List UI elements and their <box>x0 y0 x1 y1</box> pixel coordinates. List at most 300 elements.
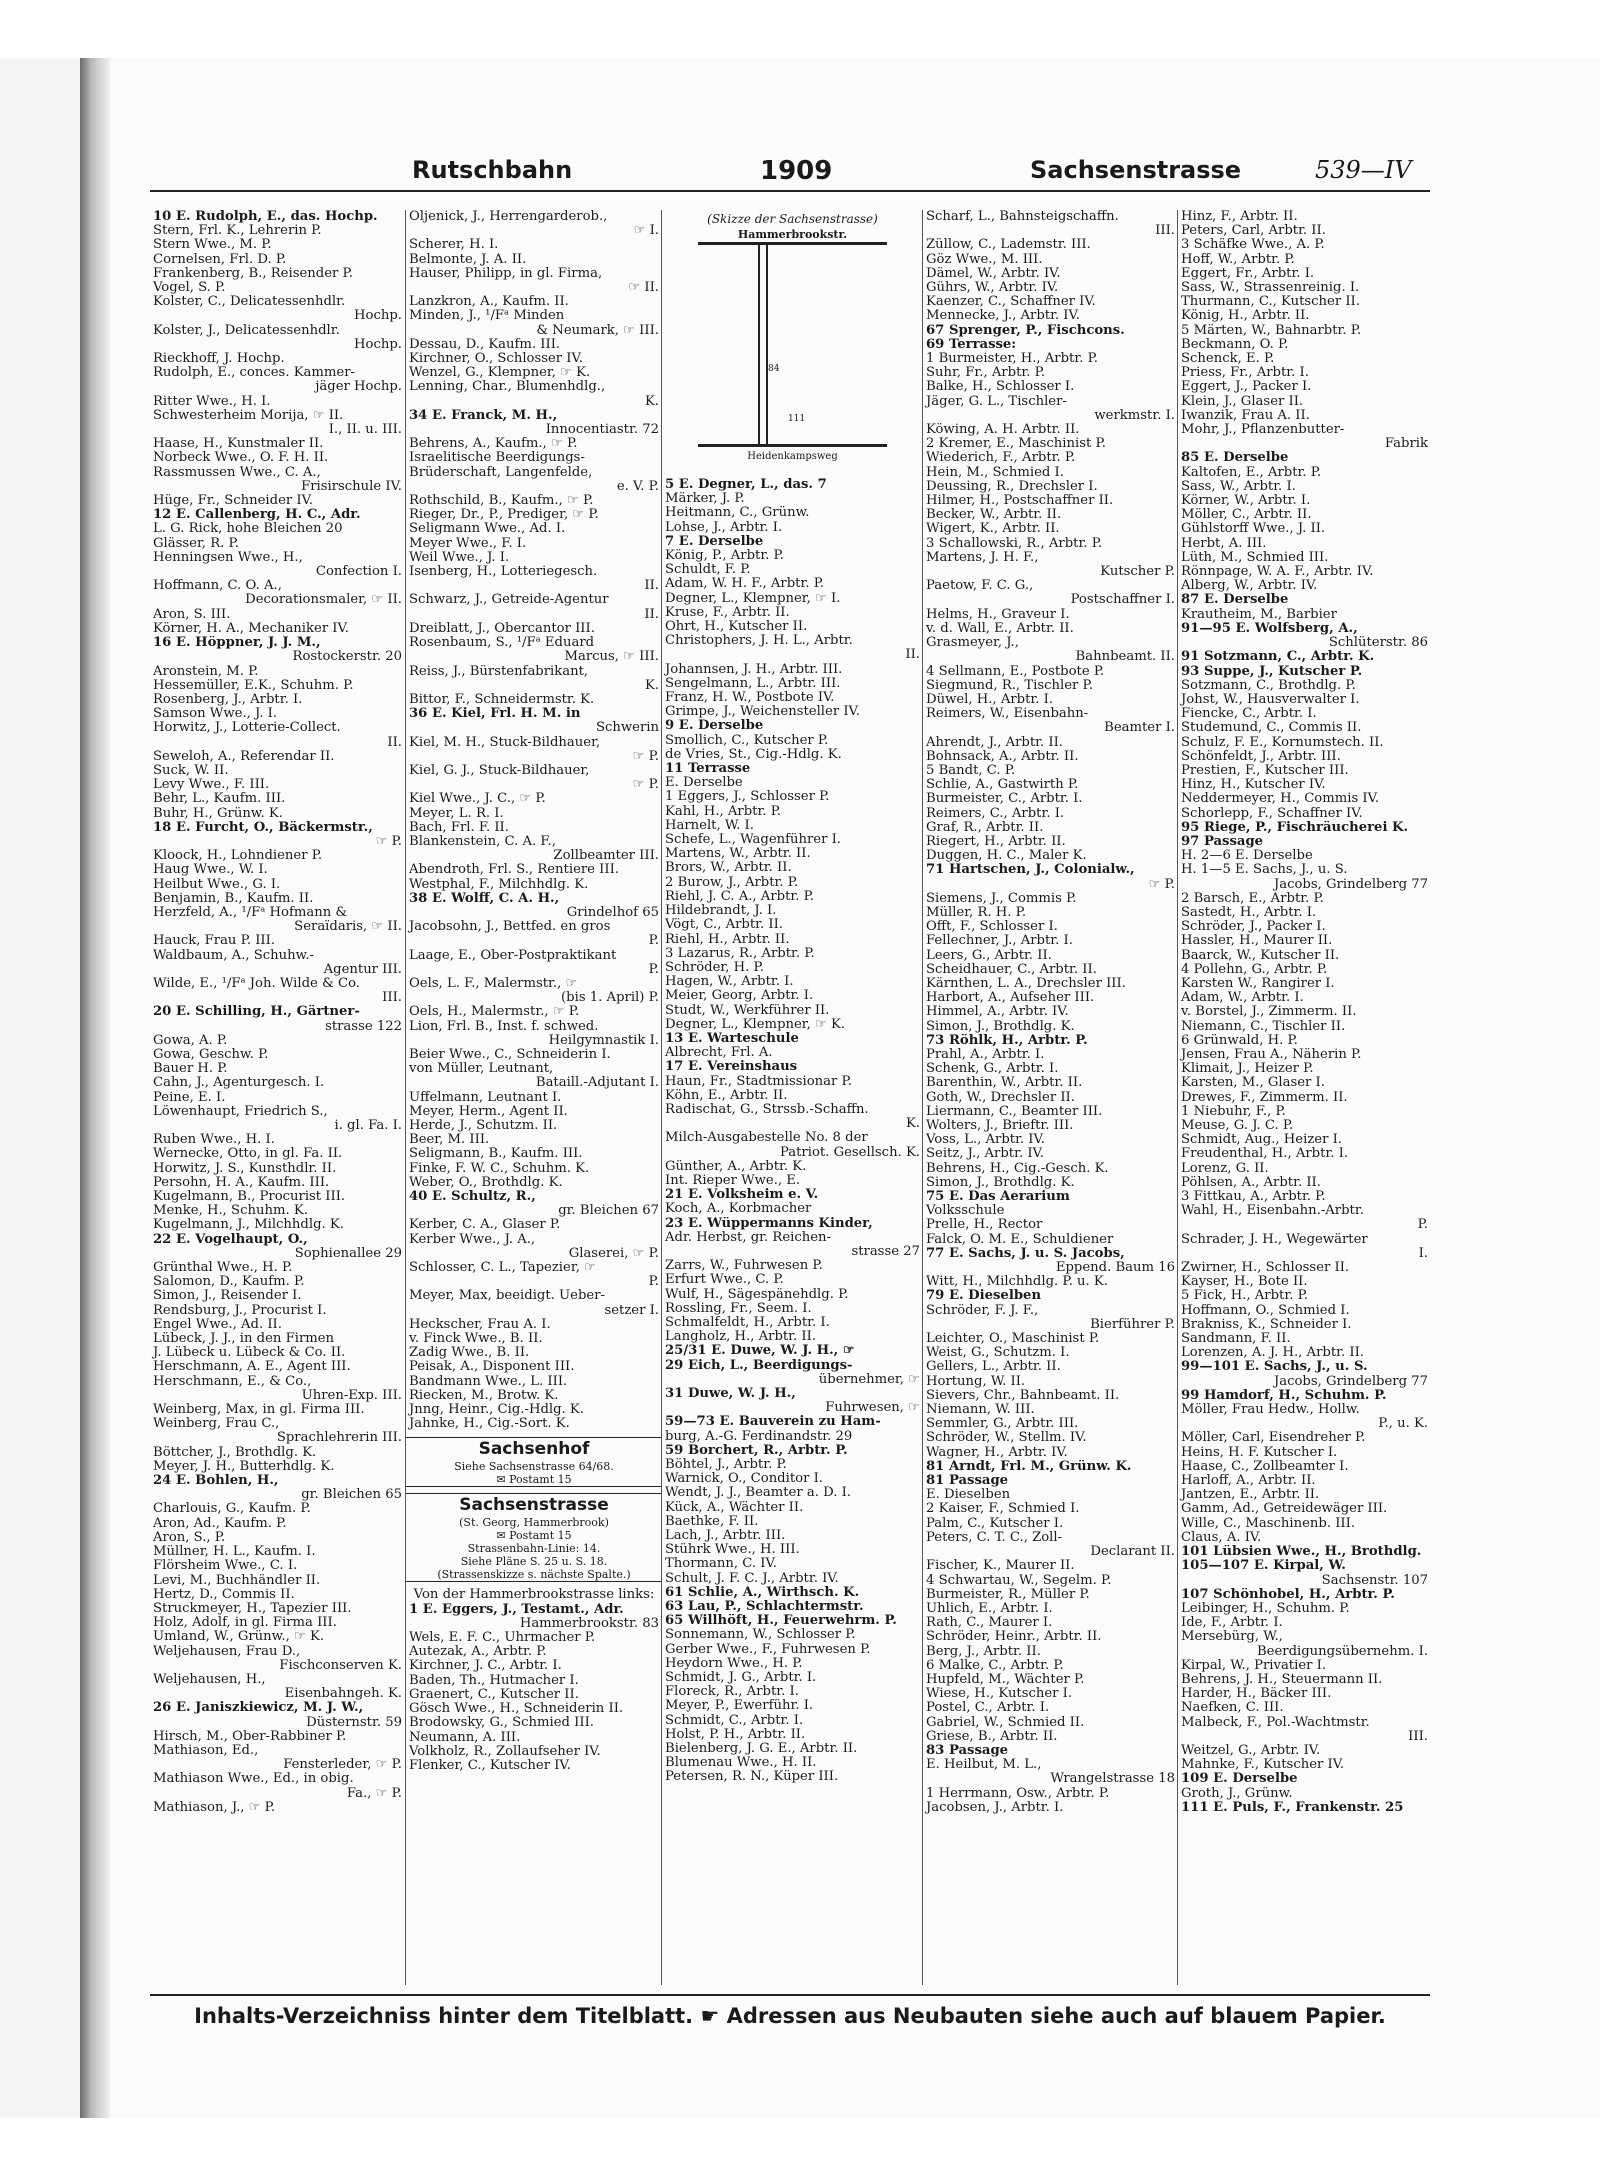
sachsenhof-ref: Siehe Sachsenstrasse 64/68. <box>454 1460 614 1474</box>
entry-line: II. <box>644 579 659 594</box>
entry-line: 59—73 E. Bauverein zu Ham- <box>665 1415 881 1430</box>
entry-line: Bielenberg, J. G. E., Arbtr. II. <box>665 1742 858 1757</box>
entry-line: Sophienallee 29 <box>294 1246 402 1261</box>
entry-line: Seweloh, A., Referendar II. <box>153 749 335 764</box>
entry-line: Isenberg, H., Lotteriegesch. <box>409 565 598 580</box>
entry-line: Düsternstr. 59 <box>306 1715 402 1730</box>
entry-line: Beckmann, O. P. <box>1181 337 1289 352</box>
entry-line: Lorenzen, A. J. H., Arbtr. II. <box>1181 1346 1364 1361</box>
entry-line: Scherer, H. I. <box>409 238 499 253</box>
sachsenstrasse-sketch-ref: (Strassenskizze s. nächste Spalte.) <box>437 1568 631 1582</box>
entry-line: Herbt, A. III. <box>1181 536 1267 551</box>
entry-line: Eggert, Fr., Arbtr. I. <box>1181 266 1315 281</box>
entry-line: Hagen, W., Arbtr. I. <box>665 975 794 990</box>
entry-line: Behrens, A., Kaufm., ☞ P. <box>409 437 578 452</box>
entry-line: Jacobs, Grindelberg 77 <box>1273 1374 1428 1389</box>
entry-line: von Müller, Leutnant, <box>409 1062 554 1077</box>
entry-line: Holz, Adolf, in gl. Firma III. <box>153 1616 337 1631</box>
entry-line: Autezak, A., Arbtr. P. <box>409 1645 547 1660</box>
entry-line: Seraïdaris, ☞ II. <box>294 920 402 935</box>
entry-line: Fensterleder, ☞ P. <box>283 1758 402 1773</box>
entry-line: Aron, S. III. <box>153 607 231 622</box>
entry-line: Leers, G., Arbtr. II. <box>926 948 1052 963</box>
entry-line: Horwitz, J., Lotterie-Collect. <box>153 721 341 736</box>
entry-line: Wagner, H., Arbtr. IV. <box>926 1445 1068 1460</box>
entry-line: Rudolph, E., conces. Kammer- <box>153 366 355 381</box>
entry-line: jäger Hochp. <box>315 380 402 395</box>
entry-line: Wernecke, Otto, in gl. Fa. II. <box>153 1147 343 1162</box>
entry-line: Kiel, G. J., Stuck-Bildhauer, <box>409 763 590 778</box>
entry-line: Balke, H., Schlosser I. <box>926 380 1075 395</box>
entry-line: Gamm, Ad., Getreidewäger III. <box>1181 1502 1388 1517</box>
entry-line: Gühlstorff Wwe., J. II. <box>1181 522 1326 537</box>
entry-line: Floreck, R., Arbtr. I. <box>665 1685 799 1700</box>
entry-line: Sievers, Chr., Bahnbeamt. II. <box>926 1388 1120 1403</box>
entry-line: Israelitische Beerdigungs- <box>409 451 585 466</box>
entry-line: Koch, A., Korbmacher <box>665 1202 812 1217</box>
entry-line: Schröder, J., Packer I. <box>1181 920 1326 935</box>
entry-line: Stührk Wwe., H. III. <box>665 1543 800 1558</box>
entry-line: Zadig Wwe., B. II. <box>409 1346 530 1361</box>
entry-line: Jahnke, H., Cig.-Sort. K. <box>409 1417 570 1432</box>
entry-line: Seligmann Wwe., Ad. I. <box>409 522 566 537</box>
entry-line: 5 E. Degner, L., das. 7 <box>665 478 827 492</box>
entry-line: 75 E. Das Aerarium <box>926 1190 1070 1205</box>
entry-line: ☞ P. <box>632 778 659 793</box>
entry-line: Burmeister, R., Müller P. <box>926 1587 1090 1602</box>
column-5 <box>1177 210 1431 1985</box>
entry-line: Weljehausen, H., <box>153 1672 266 1687</box>
entry-line: Franz, H. W., Postbote IV. <box>665 691 835 706</box>
entry-line: Kugelmann, J., Milchhdlg. K. <box>153 1218 344 1233</box>
entry-line: Meyer, P., Ewerführ. I. <box>665 1699 814 1714</box>
entry-line: Wahl, H., Eisenbahn.-Arbtr. <box>1181 1204 1364 1219</box>
entry-line: Kirpal, W., Privatier I. <box>1181 1658 1327 1673</box>
entry-line: Meyer, J. H., Butterhdlg. K. <box>153 1459 335 1474</box>
entry-line: Riehl, H., Arbtr. II. <box>665 932 790 947</box>
entry-line: Peters, Carl, Arbtr. II. <box>1181 224 1326 239</box>
entry-line: Körner, H. A., Mechaniker IV. <box>153 621 349 636</box>
entry-line: 1 Eggers, J., Schlosser P. <box>665 790 830 805</box>
entry-line: 85 E. Derselbe <box>1181 451 1289 466</box>
entry-line: Schmidt, C., Arbtr. I. <box>665 1713 804 1728</box>
entry-line: Grasmeyer, J., <box>926 636 1019 651</box>
entry-line: Baden, Th., Hutmacher I. <box>409 1673 579 1688</box>
entry-line: Möller, Frau Hedw., Hollw. <box>1181 1403 1360 1418</box>
entry-line: Behr, L., Kaufm. III. <box>153 792 286 807</box>
left-page-edge <box>0 58 83 2118</box>
entry-line: Bierführer P. <box>1090 1317 1175 1332</box>
entry-line: Buhr, H., Grünw. K. <box>153 806 283 821</box>
entry-line: Grünthal Wwe., H. P. <box>153 1261 293 1276</box>
entry-line: Simon, J., Reisender I. <box>153 1289 302 1304</box>
entry-line: ☞ P. <box>632 749 659 764</box>
header-year: 1909 <box>760 156 833 186</box>
entry-line: 7 E. Derselbe <box>665 534 764 549</box>
entry-line: Scheidhauer, C., Arbtr. II. <box>926 962 1097 977</box>
entry-line: I. <box>1418 1246 1428 1261</box>
entry-line: werkmstr. I. <box>1094 408 1175 423</box>
entry-line: Kück, A., Wächter II. <box>665 1500 804 1515</box>
entry-line: K. <box>644 678 659 693</box>
entry-line: burg, A.-G. Ferdinandstr. 29 <box>665 1429 853 1444</box>
entry-line: Schwerin <box>595 721 659 736</box>
entry-line: v. Borstel, J., Zimmerm. II. <box>1181 1005 1357 1020</box>
entry-line: Hoff, W., Arbtr. P. <box>1181 252 1295 267</box>
top-margin <box>0 0 1600 58</box>
entry-line: H. 2—6 E. Derselbe <box>1181 849 1313 864</box>
entry-line: 38 E. Wolff, C. A. H., <box>409 891 560 906</box>
sketch-top-line <box>698 242 887 245</box>
entry-line: 105—107 E. Kirpal, W. <box>1181 1559 1346 1574</box>
entry-line: 59 Borchert, R., Arbtr. P. <box>665 1443 848 1458</box>
entry-line: E. Derselbe <box>665 776 743 791</box>
entry-line: 71 Hartschen, J., Colonialw., <box>926 863 1135 878</box>
entry-line: Harnelt, W. I. <box>665 818 754 833</box>
entry-line: Engel Wwe., Ad. II. <box>153 1317 282 1332</box>
entry-line: Suhr, Fr., Arbtr. P. <box>926 366 1046 381</box>
entry-line: Neddermeyer, H., Commis IV. <box>1181 792 1380 807</box>
entry-line: Reimers, W., Eisenbahn- <box>926 707 1089 722</box>
entry-line: Behrens, J. H., Steuermann II. <box>1181 1672 1383 1687</box>
entry-line: Reiss, J., Bürstenfabrikant, <box>409 664 589 679</box>
entry-line: Priess, Fr., Arbtr. I. <box>1181 366 1309 381</box>
entry-line: 31 Duwe, W. J. H., <box>665 1387 796 1401</box>
entry-line: 83 Passage <box>926 1743 1009 1758</box>
entry-line: Bataill.-Adjutant I. <box>535 1076 659 1091</box>
entry-line: 99—101 E. Sachs, J., u. S. <box>1181 1360 1368 1375</box>
entry-line: Fischconserven K. <box>279 1658 402 1673</box>
entry-line: 111 E. Puls, F., Frankenstr. 25 <box>1181 1800 1404 1815</box>
entry-line: Harder, H., Bäcker III. <box>1181 1687 1332 1702</box>
entry-line: Milch-Ausgabestelle No. 8 der <box>665 1131 868 1146</box>
entry-line: Seitz, J., Arbtr. IV. <box>926 1147 1044 1162</box>
entry-line: Abendroth, Frl. S., Rentiere III. <box>409 863 619 878</box>
entry-line: Heckscher, Frau A. I. <box>409 1317 551 1332</box>
entry-line: Mathiason, J., ☞ P. <box>153 1800 276 1815</box>
entry-line: 40 E. Schultz, R., <box>409 1190 536 1205</box>
entry-line: Hessemüller, E.K., Schuhm. P. <box>153 678 354 693</box>
entry-line: Siegmund, R., Tischler P. <box>926 678 1093 693</box>
entry-line: Gellers, L., Arbtr. II. <box>926 1360 1061 1375</box>
entry-line: Hammerbrookstr. 83 <box>519 1616 659 1631</box>
entry-line: 101 Lübsien Wwe., H., Brothdlg. <box>1181 1545 1422 1560</box>
entry-line: Neumann, A. III. <box>409 1730 521 1745</box>
entry-line: Johannsen, J. H., Arbtr. III. <box>665 662 843 677</box>
entry-line: Sass, W., Arbtr. I. <box>1181 479 1296 494</box>
entry-line: gr. Bleichen 67 <box>558 1204 659 1219</box>
entry-line: E. Heilbut, M. L., <box>926 1758 1042 1773</box>
entry-line: Christophers, J. H. L., Arbtr. <box>665 634 853 649</box>
entry-line: 91—95 E. Wolfsberg, A., <box>1181 621 1358 636</box>
entry-line: Degner, L., Klempner, ☞ I. <box>665 591 841 606</box>
entry-line: III. <box>382 991 402 1006</box>
entry-line: Heins, H. F. Kutscher I. <box>1181 1445 1338 1460</box>
entry-line: Vogel, S. P. <box>153 281 226 296</box>
entry-line: Behrens, H., Cig.-Gesch. K. <box>926 1161 1109 1176</box>
entry-line: Jäger, G. L., Tischler- <box>926 394 1067 409</box>
entry-line: 23 E. Wüppermanns Kinder, <box>665 1216 873 1231</box>
entry-line: Johst, W., Hausverwalter I. <box>1181 692 1360 707</box>
entry-line: Karsten, M., Glaser I. <box>1181 1076 1325 1091</box>
entry-line: 91 Sotzmann, C., Arbtr. K. <box>1181 650 1375 665</box>
entry-line: Wolters, J., Brieftr. III. <box>926 1119 1074 1133</box>
entry-line: Hauser, Philipp, in gl. Firma, <box>409 266 603 281</box>
entry-line: Günther, A., Arbtr. K. <box>665 1159 807 1174</box>
entry-line: Pöhlsen, A., Arbtr. II. <box>1181 1175 1321 1190</box>
entry-line: 16 E. Höppner, J. J. M., <box>153 636 321 651</box>
entry-line: Riecken, M., Brotw. K. <box>409 1388 559 1403</box>
entry-line: Fabrik <box>1384 437 1428 452</box>
entry-line: Hortung, W. II. <box>926 1374 1026 1389</box>
entry-line: Niemann, W. III. <box>926 1403 1035 1418</box>
entry-line: Kirchner, O., Schlosser IV. <box>409 352 583 367</box>
entry-line: 3 Schäfke Wwe., A. P. <box>1181 238 1325 253</box>
entry-line: Uffelmann, Leutnant I. <box>409 1090 562 1105</box>
entry-line: Sachsenstr. 107 <box>1321 1573 1428 1588</box>
entry-line: Prahl, A., Arbtr. I. <box>926 1047 1045 1062</box>
entry-line: 3 Fittkau, A., Arbtr. P. <box>1181 1190 1326 1205</box>
entry-line: II. <box>644 607 659 622</box>
entry-line: Lenning, Char., Blumenhdlg., <box>409 380 606 395</box>
entry-line: Haase, C., Zollbeamter I. <box>1181 1459 1349 1474</box>
sachsenstrasse-tram: Strassenbahn-Linie: 14. <box>467 1542 601 1556</box>
entry-line: Kutscher P. <box>1100 565 1175 580</box>
entry-line: 20 E. Schilling, H., Gärtner- <box>153 1005 360 1020</box>
entry-line: 4 Schwartau, W., Segelm. P. <box>926 1573 1112 1588</box>
directory-columns <box>150 210 1430 1985</box>
entry-line: 3 Schallowski, R., Arbtr. P. <box>926 536 1103 551</box>
sachsenhof-box <box>406 1437 662 1487</box>
entry-line: Simon, J., Brothdlg. K. <box>926 1175 1075 1190</box>
entry-line: 12 E. Callenberg, H. C., Adr. <box>153 508 361 523</box>
entry-line: 24 E. Bohlen, H., <box>153 1474 279 1489</box>
entry-line: Mersebürg, W., <box>1181 1630 1283 1645</box>
entry-line: Ahrendt, J., Arbtr. II. <box>926 735 1063 750</box>
entry-line: König, H., Arbtr. II. <box>1181 309 1310 324</box>
entry-line: 4 Pollehn, G., Arbtr. P. <box>1181 962 1328 977</box>
sketch-number-111: 111 <box>788 414 806 424</box>
entry-line: Bohnsack, A., Arbtr. II. <box>926 749 1079 764</box>
entry-line: Warnick, O., Conditor I. <box>665 1472 823 1487</box>
entry-line: Wille, C., Maschinenb. III. <box>1181 1516 1356 1531</box>
entry-line: 13 E. Warteschule <box>665 1031 799 1046</box>
entry-line: 6 Malke, C., Arbtr. P. <box>926 1658 1064 1673</box>
entry-line: Hirsch, M., Ober-Rabbiner P. <box>153 1729 347 1744</box>
entry-line: 79 E. Dieselben <box>926 1289 1042 1304</box>
entry-line: Uhren-Exp. III. <box>301 1388 402 1403</box>
entry-line: Mathiason, Ed., <box>153 1743 259 1758</box>
entry-line: Thormann, C. IV. <box>665 1557 777 1572</box>
entry-line: Rossling, Fr., Seem. I. <box>665 1301 812 1316</box>
entry-line: Weist, G., Schutzm. I. <box>926 1346 1070 1361</box>
sachsenhof-postamt: ✉ Postamt 15 <box>496 1473 572 1487</box>
entry-line: Reimers, C., Arbtr. I. <box>926 806 1065 821</box>
entry-line: Lübeck, J. J., in den Firmen <box>153 1332 335 1347</box>
entry-line: Innocentiastr. 72 <box>545 423 659 438</box>
entry-line: Marcus, ☞ III. <box>564 650 659 665</box>
entry-line: Hauck, Frau P. III. <box>153 934 276 949</box>
entry-line: 81 Passage <box>926 1474 1009 1489</box>
entry-line: Scharf, L., Bahnsteigschaffn. <box>926 210 1119 224</box>
entry-line: Kaltofen, E., Arbtr. P. <box>1181 465 1322 480</box>
entry-line: Klein, J., Glaser II. <box>1181 394 1304 409</box>
entry-line: Böhtel, J., Arbtr. P. <box>665 1458 787 1473</box>
entry-line: Adam, W. H. F., Arbtr. P. <box>665 577 825 592</box>
entry-line: 63 Lau, P., Schlachtermstr. <box>665 1600 864 1615</box>
entry-line: Riegert, H., Arbtr. II. <box>926 834 1066 849</box>
entry-line: ☞ P. <box>375 834 402 849</box>
entry-line: Minden, J., ¹/Fᵃ Minden <box>409 309 565 324</box>
entry-line: Schlosser, C. L., Tapezier, ☞ <box>409 1261 596 1276</box>
entry-line: Falck, O. M. E., Schuldiener <box>926 1232 1114 1247</box>
entry-line: Bauer H. P. <box>153 1062 228 1077</box>
entry-line: Herzfeld, A., ¹/Fᵃ Hofmann & <box>153 905 348 920</box>
entry-line: Glaserei, ☞ P. <box>568 1246 659 1261</box>
entry-line: Flörsheim Wwe., C. I. <box>153 1559 298 1574</box>
entry-line: Lorenz, G. II. <box>1181 1161 1269 1176</box>
column-4 <box>922 210 1178 1985</box>
entry-line: Kugelmann, B., Procurist III. <box>153 1190 346 1205</box>
entry-line: Gösch Wwe., H., Schneiderin II. <box>409 1702 624 1717</box>
entry-line: Holst, P. H., Arbtr. II. <box>665 1727 806 1742</box>
entry-line: Körner, W., Arbtr. I. <box>1181 494 1311 509</box>
entry-line: Wiederich, F., Arbtr. P. <box>926 451 1076 466</box>
entry-line: P. <box>1417 1218 1428 1233</box>
entry-line: 65 Willhöft, H., Feuerwehrm. P. <box>665 1614 897 1629</box>
entry-line: Krautheim, M., Barbier <box>1181 607 1337 622</box>
entry-line: Bahnbeamt. II. <box>1075 650 1175 665</box>
entry-line: Burmeister, C., Arbtr. I. <box>926 792 1083 807</box>
entry-line: Hein, M., Schmied I. <box>926 465 1064 480</box>
entry-line: Peine, E. I. <box>153 1090 226 1105</box>
entry-line: 5 Fick, H., Arbtr. P. <box>1181 1289 1308 1304</box>
entry-line: Degner, L., Klempner, ☞ K. <box>665 1017 846 1032</box>
entry-line: 77 E. Sachs, J. u. S. Jacobs, <box>926 1246 1125 1261</box>
entry-line: Schönfeldt, J., Arbtr. III. <box>1181 749 1341 764</box>
entry-line: Paetow, F. C. G., <box>926 579 1034 594</box>
entry-line: Wulf, H., Sägespänehdlg. P. <box>665 1287 849 1302</box>
entry-line: Mennecke, J., Arbtr. IV. <box>926 309 1080 324</box>
entry-line: Karsten W., Rangirer I. <box>1181 976 1335 991</box>
entry-line: Heilgymnastik I. <box>548 1033 659 1048</box>
entry-line: ☞ II. <box>628 281 659 296</box>
entry-line: Berg, J., Arbtr. II. <box>926 1644 1041 1659</box>
entry-line: Rendsburg, J., Procurist I. <box>153 1303 327 1318</box>
entry-line: Schröder, F. J. F., <box>926 1303 1039 1318</box>
entry-line: Umland, W., Grünw., ☞ K. <box>153 1630 325 1645</box>
entry-line: 3 Lazarus, R., Arbtr. P. <box>665 946 815 961</box>
entry-line: 109 E. Derselbe <box>1181 1772 1298 1787</box>
entry-line: Helms, H., Graveur I. <box>926 607 1070 622</box>
entry-line: Kloock, H., Lohndiener P. <box>153 849 323 864</box>
entry-line: Fischer, K., Maurer II. <box>926 1559 1075 1574</box>
entry-line: Kirchner, J. C., Arbtr. I. <box>409 1659 562 1674</box>
entry-line: Mahnke, F., Kutscher IV. <box>1181 1758 1345 1773</box>
entry-line: Schulz, F. E., Kornumstech. II. <box>1181 735 1384 750</box>
entry-line: 34 E. Franck, M. H., <box>409 408 558 423</box>
entry-line: Möller, Carl, Eisendreher P. <box>1181 1431 1366 1446</box>
entry-line: Sass, W., Strassenreinig. I. <box>1181 281 1360 296</box>
entry-line: Beamter I. <box>1104 721 1175 736</box>
entry-line: Schlie, A., Gastwirth P. <box>926 778 1079 793</box>
entry-line: Goth, W., Drechsler II. <box>926 1090 1075 1105</box>
entry-line: Jantzen, E., Arbtr. II. <box>1181 1488 1320 1503</box>
entry-line: Siemens, J., Commis P. <box>926 891 1077 906</box>
entry-line: Witt, H., Milchhdlg. P. u. K. <box>926 1275 1108 1290</box>
entry-line: Kayser, H., Bote II. <box>1181 1275 1308 1290</box>
entry-line: Köhn, E., Arbtr. II. <box>665 1088 788 1103</box>
entry-line: Riehl, J. C. A., Arbtr. P. <box>665 889 814 904</box>
entry-line: 36 E. Kiel, Frl. H. M. in <box>409 707 581 722</box>
entry-line: Adam, W., Arbtr. I. <box>1181 991 1304 1006</box>
entry-line: 11 Terrasse <box>665 762 751 777</box>
entry-line: 29 Eich, L., Beerdigungs- <box>665 1358 853 1373</box>
entry-line: Frankenberg, B., Reisender P. <box>153 266 353 281</box>
entry-line: Blankenstein, C. A. F., <box>409 834 556 849</box>
entry-line: Iwanzik, Frau A. II. <box>1181 408 1310 423</box>
entry-line: Duggen, H. C., Maler K. <box>926 849 1087 864</box>
entry-line: Ruben Wwe., H. I. <box>153 1133 275 1148</box>
entry-line: Züllow, C., Lademstr. III. <box>926 238 1091 253</box>
entry-line: Märker, J. P. <box>665 492 745 507</box>
entry-line: Charlouis, G., Kaufm. P. <box>153 1502 311 1517</box>
entry-line: Griese, B., Arbtr. II. <box>926 1729 1058 1744</box>
entry-line: 2 Burow, J., Arbtr. P. <box>665 875 799 890</box>
entry-line: Heitmann, C., Grünw. <box>665 506 810 521</box>
entry-line: Meyer, Herm., Agent II. <box>409 1104 568 1119</box>
entry-line: Rieckhoff, J. Hochp. <box>153 352 285 367</box>
entry-line: 1 E. Eggers, J., Testamt., Adr. <box>409 1602 624 1617</box>
entry-line: Leichter, O., Maschinist P. <box>926 1332 1100 1347</box>
entry-line: Bach, Frl. F. II. <box>409 820 509 835</box>
entry-line: Barenthin, W., Arbtr. II. <box>926 1076 1083 1091</box>
entry-line: Grindelhof 65 <box>566 905 659 920</box>
entry-line: Gerber Wwe., F., Fuhrwesen P. <box>665 1642 871 1657</box>
entry-line: Sandmann, F. II. <box>1181 1332 1291 1347</box>
entry-line: Naefken, C. III. <box>1181 1701 1284 1716</box>
sketch-caption: (Skizze der Sachsenstrasse) <box>707 212 878 226</box>
entry-line: 1 Burmeister, H., Arbtr. P. <box>926 352 1098 367</box>
entry-line: 25/31 E. Duwe, W. J. H., ☞ <box>665 1344 855 1359</box>
entry-line: Müllner, H. L., Kaufm. I. <box>153 1545 316 1560</box>
entry-line: Petersen, R. N., Küper III. <box>665 1770 839 1785</box>
entry-line: Rostockerstr. 20 <box>292 650 402 665</box>
entry-line: Schröder, H. P. <box>665 960 764 975</box>
entry-line: Weber, O., Brothdlg. K. <box>409 1175 563 1190</box>
entry-line: Oels, H., Malermstr., ☞ P. <box>409 1005 580 1020</box>
entry-line: Haug Wwe., W. I. <box>153 863 268 878</box>
entry-line: Hupfeld, M., Wächter P. <box>926 1672 1085 1687</box>
entry-line: Kerber, C. A., Glaser P. <box>409 1218 561 1233</box>
entry-line: Int. Rieper Wwe., E. <box>665 1173 801 1188</box>
entry-line: Kruse, F., Arbtr. II. <box>665 605 790 620</box>
sachsenstrasse-postamt: ✉ Postamt 15 <box>496 1529 572 1543</box>
entry-line: Salomon, D., Kaufm. P. <box>153 1275 305 1290</box>
column-1 <box>150 210 405 1985</box>
entry-line: Lohse, J., Arbtr. I. <box>665 520 783 535</box>
sachsenstrasse-box <box>406 1493 662 1582</box>
entry-line: Hinz, F., Arbtr. II. <box>1181 210 1298 224</box>
entry-line: Baarck, W., Kutscher II. <box>1181 948 1340 963</box>
entry-line: 1 Niebuhr, F., P. <box>1181 1104 1286 1119</box>
entry-line: Sotzmann, C., Brothdlg. P. <box>1181 678 1356 693</box>
entry-line: Schröder, Heinr., Arbtr. II. <box>926 1630 1102 1645</box>
entry-line: Leibinger, H., Schuhm. P. <box>1181 1601 1350 1616</box>
entry-line: Offt, F., Schlosser I. <box>926 920 1058 935</box>
entry-line: 87 E. Derselbe <box>1181 593 1289 608</box>
entry-line: 81 Arndt, Frl. M., Grünw. K. <box>926 1459 1132 1474</box>
